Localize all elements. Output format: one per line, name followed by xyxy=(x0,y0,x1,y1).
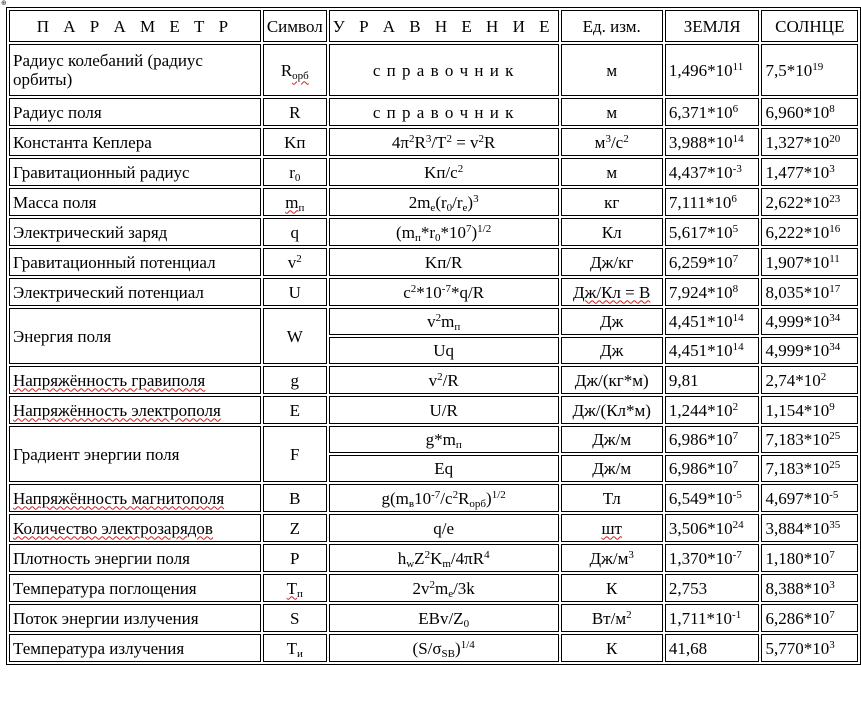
sun-value: $1,180*10^7$ xyxy=(761,544,858,572)
earth-value: $6,371*10^6$ xyxy=(665,98,760,126)
earth-value: 2,753 xyxy=(665,574,760,602)
symbol-cell: F xyxy=(263,426,327,482)
earth-value: 41,68 xyxy=(665,634,760,662)
table-row xyxy=(9,44,858,96)
equation-cell: $(S/\sigma_{SB})^{1/4}$ xyxy=(329,634,559,662)
symbol-cell: q xyxy=(263,218,327,246)
table-row xyxy=(9,426,858,453)
header-unit: Ед. изм. xyxy=(561,10,663,42)
symbol-cell: $m_п$ xyxy=(263,188,327,216)
equation-cell: с п р а в о ч н и к xyxy=(329,44,559,96)
table-row xyxy=(9,158,858,186)
earth-value: $1,370*10^{-7}$ xyxy=(665,544,760,572)
unit-cell: Дж xyxy=(561,308,663,335)
earth-value: $4,437*10^{-3}$ xyxy=(665,158,760,186)
earth-value: $6,986*10^7$ xyxy=(665,455,760,482)
earth-value: $6,549*10^{-5}$ xyxy=(665,484,760,512)
earth-value: $6,986*10^7$ xyxy=(665,426,760,453)
unit-cell: $м^3/с^2$ xyxy=(561,128,663,156)
param-cell: Радиус поля xyxy=(9,98,261,126)
sun-value: $6,960*10^8$ xyxy=(761,98,858,126)
unit-cell: Дж xyxy=(561,337,663,364)
table-row xyxy=(9,128,858,156)
param-cell: Константа Кеплера xyxy=(9,128,261,156)
symbol-cell: Z xyxy=(263,514,327,542)
param-cell: Напряжённость электрополя xyxy=(9,396,261,424)
unit-cell: Дж/м xyxy=(561,455,663,482)
sun-value: $1,327*10^{20}$ xyxy=(761,128,858,156)
earth-value: $3,506*10^{24}$ xyxy=(665,514,760,542)
table-row xyxy=(9,218,858,246)
earth-value: $4,451*10^{14}$ xyxy=(665,308,760,335)
symbol-cell: $T_и$ xyxy=(263,634,327,662)
table-row xyxy=(9,98,858,126)
sun-value: $6,286*10^7$ xyxy=(761,604,858,632)
table-row xyxy=(9,396,858,424)
equation-cell: $h_wZ^2K_m/4\pi R^4$ xyxy=(329,544,559,572)
equation-cell: $g*m_п$ xyxy=(329,426,559,453)
unit-cell: Кл xyxy=(561,218,663,246)
earth-value: $4,451*10^{14}$ xyxy=(665,337,760,364)
unit-cell: Дж/кг xyxy=(561,248,663,276)
equation-cell: Uq xyxy=(329,337,559,364)
sun-value: $1,477*10^3$ xyxy=(761,158,858,186)
param-cell: Электрический заряд xyxy=(9,218,261,246)
header-sun: СОЛНЦЕ xyxy=(761,10,858,42)
unit-cell: К xyxy=(561,574,663,602)
unit-cell: $Дж/м^3$ xyxy=(561,544,663,572)
unit-cell: м xyxy=(561,98,663,126)
table-row xyxy=(9,484,858,512)
param-cell: Электрический потенциал xyxy=(9,278,261,306)
sun-value: $4,999*10^{34}$ xyxy=(761,337,858,364)
param-cell: Энергия поля xyxy=(9,308,261,364)
sun-value: $7,5*10^{19}$ xyxy=(761,44,858,96)
equation-cell: $g(m_в10^{-7}/c^2R_{орб})^{1/2}$ xyxy=(329,484,559,512)
header-param: П А Р А М Е Т Р xyxy=(9,10,261,42)
equation-cell: $v^2/R$ xyxy=(329,366,559,394)
symbol-cell: U xyxy=(263,278,327,306)
symbol-cell: E xyxy=(263,396,327,424)
unit-cell: Тл xyxy=(561,484,663,512)
sun-value: $4,999*10^{34}$ xyxy=(761,308,858,335)
equation-cell: EBv/$Z_0$ xyxy=(329,604,559,632)
equation-cell: Eq xyxy=(329,455,559,482)
equation-cell: $(m_п*r_0*10^7)^{1/2}$ xyxy=(329,218,559,246)
symbol-cell: g xyxy=(263,366,327,394)
table-row xyxy=(9,308,858,335)
equation-cell: $Kп/c^2$ xyxy=(329,158,559,186)
equation-cell: $4\pi^2R^3/T^2 = v^2R$ xyxy=(329,128,559,156)
earth-value: $3,988*10^{14}$ xyxy=(665,128,760,156)
header-symbol: Символ xyxy=(263,10,327,42)
sun-value: $7,183*10^{25}$ xyxy=(761,426,858,453)
unit-cell: м xyxy=(561,158,663,186)
sun-value: $4,697*10^{-5}$ xyxy=(761,484,858,512)
equation-cell: $c^2*10^{-7}*q/R$ xyxy=(329,278,559,306)
table-row xyxy=(9,604,858,632)
param-cell: Радиус колебаний (радиус орбиты) xyxy=(9,44,261,96)
unit-cell: Дж/(Кл*м) xyxy=(561,396,663,424)
earth-value: $7,111*10^6$ xyxy=(665,188,760,216)
header-earth: ЗЕМЛЯ xyxy=(665,10,760,42)
equation-cell: $2m_e(r_0/r_e)^3$ xyxy=(329,188,559,216)
symbol-cell: $R_{орб}$ xyxy=(263,44,327,96)
unit-cell: шт xyxy=(561,514,663,542)
unit-cell: кг xyxy=(561,188,663,216)
table-row xyxy=(9,188,858,216)
header-equation: У Р А В Н Е Н И Е xyxy=(329,10,559,42)
param-cell: Напряжённость магнитополя xyxy=(9,484,261,512)
symbol-cell: $v^2$ xyxy=(263,248,327,276)
table-row xyxy=(9,514,858,542)
earth-value: 9,81 xyxy=(665,366,760,394)
sun-value: $2,74*10^2$ xyxy=(761,366,858,394)
table-row xyxy=(9,248,858,276)
sun-value: $5,770*10^3$ xyxy=(761,634,858,662)
earth-value: $1,496*10^{11}$ xyxy=(665,44,760,96)
table-row xyxy=(9,634,858,662)
symbol-cell: S xyxy=(263,604,327,632)
earth-value: $1,711*10^{-1}$ xyxy=(665,604,760,632)
unit-cell: К xyxy=(561,634,663,662)
sun-value: $8,035*10^{17}$ xyxy=(761,278,858,306)
equation-cell: $v^2m_п$ xyxy=(329,308,559,335)
sun-value: $8,388*10^3$ xyxy=(761,574,858,602)
sun-value: $3,884*10^{35}$ xyxy=(761,514,858,542)
param-cell: Напряжённость гравиполя xyxy=(9,366,261,394)
param-cell: Масса поля xyxy=(9,188,261,216)
unit-cell: м xyxy=(561,44,663,96)
unit-cell: Дж/(кг*м) xyxy=(561,366,663,394)
symbol-cell: R xyxy=(263,98,327,126)
table-anchor-icon[interactable]: ⊕ xyxy=(1,0,7,7)
symbol-cell: B xyxy=(263,484,327,512)
equation-cell: $2v^2m_e/3k$ xyxy=(329,574,559,602)
sun-value: $6,222*10^{16}$ xyxy=(761,218,858,246)
sun-value: $7,183*10^{25}$ xyxy=(761,455,858,482)
equation-cell: U/R xyxy=(329,396,559,424)
equation-cell: q/e xyxy=(329,514,559,542)
symbol-cell: P xyxy=(263,544,327,572)
sun-value: $1,154*10^9$ xyxy=(761,396,858,424)
table-row xyxy=(9,544,858,572)
param-cell: Температура излучения xyxy=(9,634,261,662)
table-row xyxy=(9,278,858,306)
table-row xyxy=(9,366,858,394)
equation-cell: с п р а в о ч н и к xyxy=(329,98,559,126)
sun-value: $2,622*10^{23}$ xyxy=(761,188,858,216)
equation-cell: Kп/R xyxy=(329,248,559,276)
param-cell: Гравитационный радиус xyxy=(9,158,261,186)
earth-value: $7,924*10^8$ xyxy=(665,278,760,306)
sun-value: $1,907*10^{11}$ xyxy=(761,248,858,276)
param-cell: Плотность энергии поля xyxy=(9,544,261,572)
earth-value: $5,617*10^5$ xyxy=(665,218,760,246)
param-cell: Градиент энергии поля xyxy=(9,426,261,482)
earth-value: $1,244*10^2$ xyxy=(665,396,760,424)
param-cell: Температура поглощения xyxy=(9,574,261,602)
table-header-row xyxy=(9,10,858,42)
param-cell: Количество электрозарядов xyxy=(9,514,261,542)
unit-cell: Дж/Кл = В xyxy=(561,278,663,306)
earth-value: $6,259*10^7$ xyxy=(665,248,760,276)
unit-cell: $Вт/м^2$ xyxy=(561,604,663,632)
symbol-cell: Kп xyxy=(263,128,327,156)
param-cell: Гравитационный потенциал xyxy=(9,248,261,276)
unit-cell: Дж/м xyxy=(561,426,663,453)
symbol-cell: W xyxy=(263,308,327,364)
param-cell: Поток энергии излучения xyxy=(9,604,261,632)
parameters-table xyxy=(6,7,861,665)
symbol-cell: $T_п$ xyxy=(263,574,327,602)
table-row xyxy=(9,574,858,602)
symbol-cell: $r_0$ xyxy=(263,158,327,186)
